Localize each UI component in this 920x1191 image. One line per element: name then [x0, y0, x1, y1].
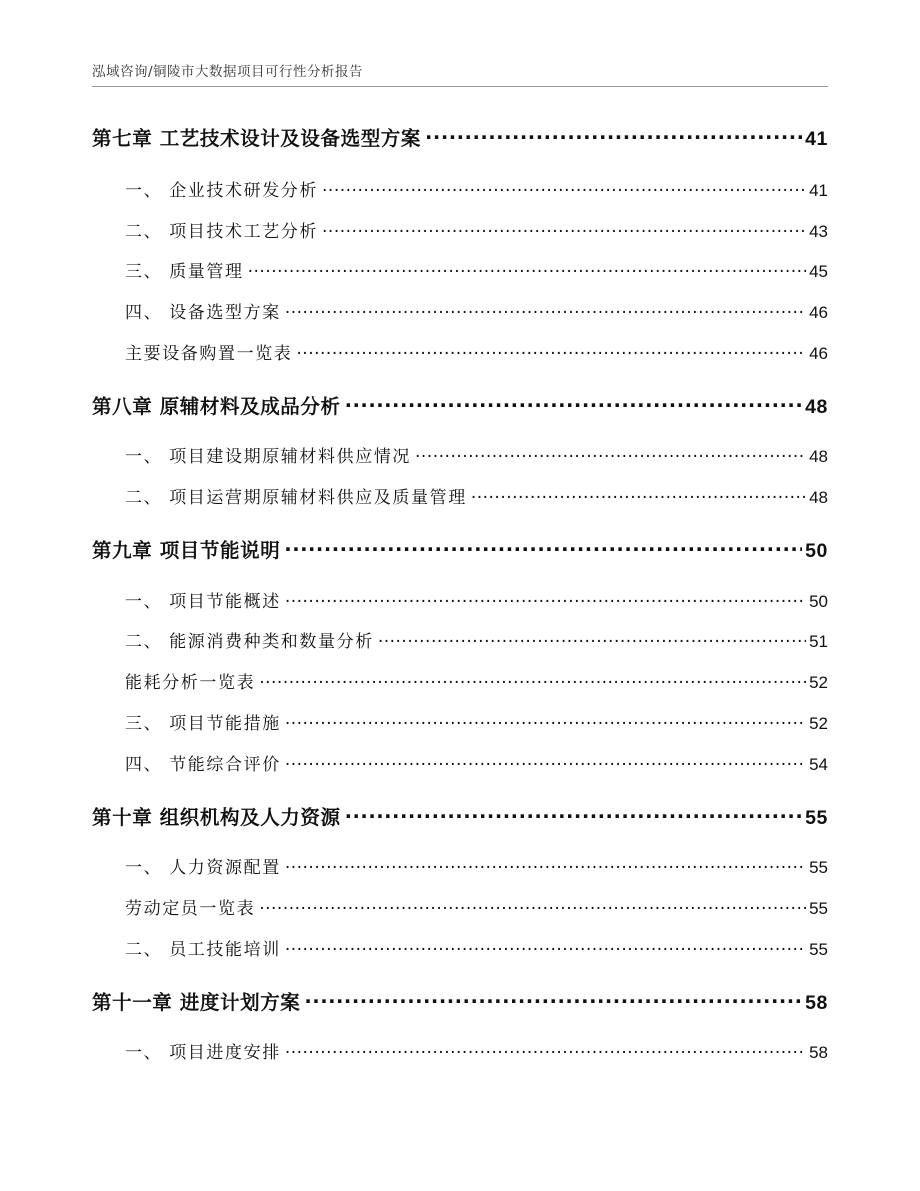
toc-entry-page: 46 [809, 303, 828, 323]
dot-leader [285, 750, 806, 770]
toc-entry-label: 第九章 项目节能说明 [92, 539, 281, 563]
toc-entry-label: 一、 企业技术研发分析 [125, 181, 319, 202]
toc-entry-page: 48 [805, 396, 828, 419]
toc-entry-page: 55 [809, 940, 828, 960]
toc-chapter-7[interactable] [92, 122, 828, 151]
toc-entry-page: 41 [809, 181, 828, 201]
toc-entry-page: 52 [809, 673, 828, 693]
dot-leader [425, 122, 802, 145]
toc-entry-label: 二、 能源消费种类和数量分析 [125, 632, 374, 653]
toc-section[interactable] [125, 627, 828, 652]
dot-leader [259, 668, 806, 688]
toc-section[interactable] [125, 587, 828, 612]
toc-chapter-10[interactable] [92, 801, 828, 830]
toc-entry-label: 劳动定员一览表 [125, 899, 256, 920]
toc-entry-page: 52 [809, 714, 828, 734]
toc-section[interactable] [125, 1038, 828, 1063]
toc-section[interactable] [125, 750, 828, 775]
toc-section[interactable] [125, 257, 828, 282]
toc-entry-label: 二、 项目技术工艺分析 [125, 222, 319, 243]
toc-section[interactable] [125, 894, 828, 919]
toc-entry-label: 一、 项目建设期原辅材料供应情况 [125, 447, 412, 468]
toc-entry-label: 一、 人力资源配置 [125, 858, 281, 879]
dot-leader [284, 534, 802, 557]
dot-leader [322, 176, 806, 196]
dot-leader [285, 298, 806, 318]
toc-entry-label: 二、 员工技能培训 [125, 940, 281, 961]
toc-entry-label: 第十章 组织机构及人力资源 [92, 806, 341, 830]
dot-leader [248, 257, 806, 277]
toc-chapter-9[interactable] [92, 534, 828, 563]
toc-section[interactable] [125, 483, 828, 508]
toc-entry-page: 51 [809, 632, 828, 652]
toc-entry-label: 二、 项目运营期原辅材料供应及质量管理 [125, 488, 467, 509]
toc-entry-page: 58 [805, 992, 828, 1015]
toc-entry-label: 三、 项目节能措施 [125, 714, 281, 735]
toc-section[interactable] [125, 853, 828, 878]
toc-section[interactable] [125, 339, 828, 364]
toc-entry-page: 43 [809, 222, 828, 242]
toc-entry-page: 54 [809, 755, 828, 775]
toc-entry-page: 55 [809, 899, 828, 919]
toc-entry-page: 50 [809, 592, 828, 612]
toc-section[interactable] [125, 668, 828, 693]
dot-leader [345, 390, 803, 413]
toc-entry-label: 能耗分析一览表 [125, 673, 256, 694]
toc-entry-page: 41 [805, 128, 828, 151]
dot-leader [285, 709, 806, 729]
dot-leader [304, 986, 802, 1009]
toc-entry-label: 第七章 工艺技术设计及设备选型方案 [92, 127, 421, 151]
dot-leader [285, 1038, 806, 1058]
toc-entry-label: 第十一章 进度计划方案 [92, 991, 301, 1015]
toc-entry-label: 一、 项目进度安排 [125, 1043, 281, 1064]
running-header: 泓域咨询/铜陵市大数据项目可行性分析报告 [92, 64, 364, 80]
toc-entry-label: 第八章 原辅材料及成品分析 [92, 395, 341, 419]
toc-entry-page: 48 [809, 488, 828, 508]
toc-entry-label: 四、 节能综合评价 [125, 755, 281, 776]
toc-entry-label: 三、 质量管理 [125, 262, 244, 283]
toc-entry-page: 55 [809, 858, 828, 878]
dot-leader [285, 587, 806, 607]
toc-chapter-8[interactable] [92, 390, 828, 419]
toc-entry-label: 四、 设备选型方案 [125, 303, 281, 324]
dot-leader [285, 853, 806, 873]
dot-leader [471, 483, 806, 503]
dot-leader [322, 217, 806, 237]
toc-chapter-11[interactable] [92, 986, 828, 1015]
toc-entry-page: 58 [809, 1043, 828, 1063]
toc-section[interactable] [125, 442, 828, 467]
toc-entry-page: 50 [805, 540, 828, 563]
dot-leader [345, 801, 803, 824]
header-divider [92, 86, 828, 87]
dot-leader [285, 935, 806, 955]
dot-leader [296, 339, 806, 359]
toc-entry-page: 46 [809, 344, 828, 364]
toc-section[interactable] [125, 935, 828, 960]
toc-section[interactable] [125, 709, 828, 734]
toc-section[interactable] [125, 176, 828, 201]
dot-leader [259, 894, 806, 914]
dot-leader [378, 627, 806, 647]
toc-entry-page: 55 [805, 807, 828, 830]
toc-entry-label: 主要设备购置一览表 [125, 344, 293, 365]
toc-section[interactable] [125, 217, 828, 242]
toc-section[interactable] [125, 298, 828, 323]
toc-entry-page: 48 [809, 447, 828, 467]
dot-leader [415, 442, 806, 462]
toc-entry-label: 一、 项目节能概述 [125, 592, 281, 613]
toc-entry-page: 45 [809, 262, 828, 282]
